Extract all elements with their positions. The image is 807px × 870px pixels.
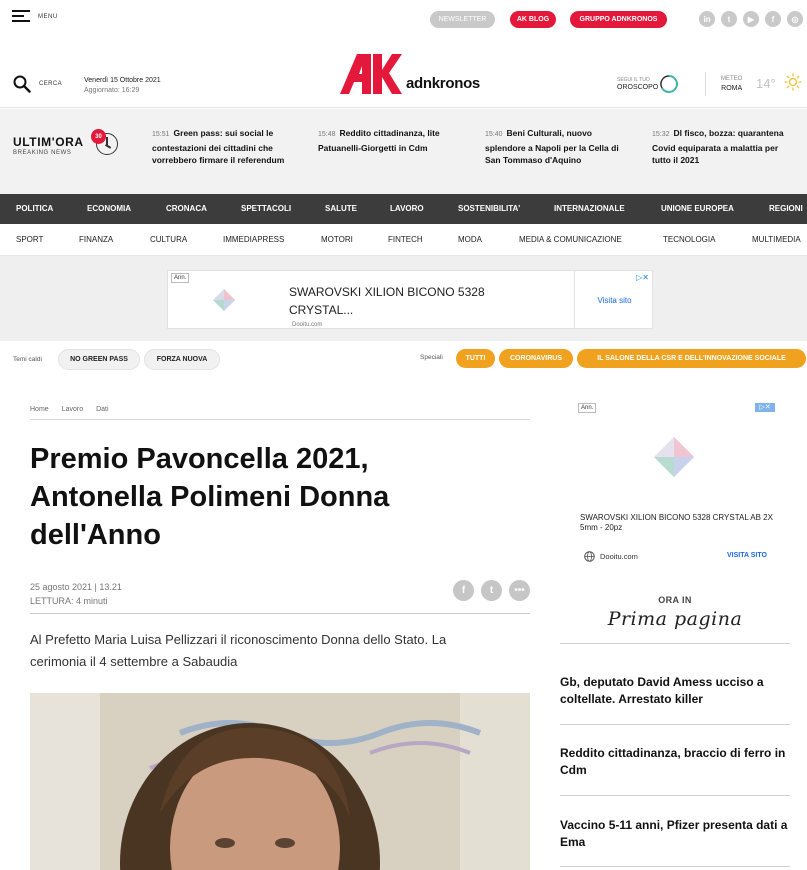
ad-source: Dooitu.com	[292, 322, 323, 328]
nav-politica[interactable]: POLITICA	[16, 204, 54, 213]
breadcrumb-home[interactable]: Home	[30, 406, 49, 413]
nav-multimedia[interactable]: MULTIMEDIA	[752, 235, 801, 244]
hamburger-icon	[12, 10, 30, 23]
last-updated: Aggiornato: 16:29	[84, 87, 140, 94]
twitter-icon[interactable]: t	[721, 11, 737, 27]
nav-economia[interactable]: ECONOMIA	[87, 204, 131, 213]
nav-media-comunicazione[interactable]: MEDIA & COMUNICAZIONE	[519, 235, 622, 244]
article-photo	[30, 693, 530, 870]
social-links	[699, 11, 803, 27]
search-button[interactable]	[13, 75, 62, 93]
photo-illustration	[30, 693, 530, 870]
sidebar-divider	[560, 866, 790, 867]
breadcrumb	[30, 406, 109, 413]
ak-logo-icon	[340, 54, 402, 94]
instagram-icon[interactable]: ◎	[787, 11, 803, 27]
sidebar-divider	[560, 643, 790, 644]
article-date: 25 agosto 2021 | 13.21	[30, 582, 122, 592]
search-label: CERCA	[39, 81, 63, 87]
news-time: 15:48	[318, 131, 336, 138]
horoscope-icon	[660, 75, 678, 93]
prima-pagina-heading: Prima pagina	[607, 608, 743, 630]
article-subtitle: Al Prefetto Maria Luisa Pellizzari il riconoscimento Donna dello Stato. La cerimonia il 4 settembre a Sabaudia	[30, 632, 447, 669]
nav-immediapress[interactable]: IMMEDIAPRESS	[223, 235, 285, 244]
breaking-news-bar	[0, 109, 807, 194]
sidebar-divider	[560, 795, 790, 796]
horoscope-label: OROSCOPO	[617, 84, 659, 91]
hot-topics-label: Temi caldi	[13, 356, 42, 363]
ad-band	[0, 256, 807, 341]
nav-spettacoli[interactable]: SPETTACOLI	[241, 204, 292, 213]
ad-close-icon[interactable]: ▷✕	[636, 273, 649, 282]
twitter-share-icon[interactable]: t	[481, 580, 502, 601]
nav-finanza[interactable]: FINANZA	[79, 235, 114, 244]
globe-icon	[584, 551, 595, 562]
special-tutti[interactable]: TUTTI	[456, 349, 495, 368]
sidebar-ad-label: Ann.	[578, 403, 596, 413]
more-share-icon[interactable]: •••	[509, 580, 530, 601]
ak-blog-button[interactable]: AK BLOG	[510, 11, 556, 28]
news-time: 15:51	[152, 131, 170, 138]
article-meta	[30, 580, 122, 608]
ultimora-count-badge: 30	[91, 129, 106, 144]
facebook-icon[interactable]: f	[765, 11, 781, 27]
adnkronos-logo[interactable]	[340, 54, 480, 94]
ad-visit-button[interactable]: Visita sito	[574, 271, 653, 329]
nav-sport[interactable]: SPORT	[16, 235, 44, 244]
sidebar-crystal-image	[650, 433, 698, 481]
news-headline: Green pass: sui social le contestazioni dei cittadini che vorrebbero firmare il referendum	[152, 128, 285, 165]
nav-motori[interactable]: MOTORI	[321, 235, 353, 244]
news-headline: Beni Culturali, nuovo splendore a Napoli per la Cella di San Tommaso d'Aquino	[485, 128, 619, 165]
gruppo-adnkronos-button[interactable]: GRUPPO ADNKRONOS	[570, 11, 667, 28]
sidebar-ad-source	[584, 551, 638, 562]
breadcrumb-lavoro[interactable]: Lavoro	[61, 406, 84, 413]
meteo-label: METEO	[721, 76, 743, 82]
sidebar-ad-visit-button[interactable]: VISITA SITO	[727, 552, 767, 559]
weather-widget[interactable]	[721, 75, 742, 93]
linkedin-icon[interactable]: in	[699, 11, 715, 27]
special-coronavirus[interactable]: CORONAVIRUS	[499, 349, 573, 368]
site-header	[0, 40, 807, 108]
specials-label: Speciali	[420, 354, 443, 361]
breadcrumb-divider	[30, 419, 530, 420]
sidebar-ad[interactable]	[578, 403, 777, 568]
sidebar-news-item[interactable]: Reddito cittadinanza, braccio di ferro in Cdm	[560, 746, 786, 777]
youtube-icon[interactable]: ▶	[743, 11, 759, 27]
sidebar-divider	[560, 724, 790, 725]
news-headline: Dl fisco, bozza: quarantena Covid equiparata a malattia per tutto il 2021	[652, 128, 784, 165]
nav-lavoro[interactable]: LAVORO	[390, 204, 424, 213]
ad-title: SWAROVSKI XILION BICONO 5328 CRYSTAL...	[289, 285, 485, 317]
sidebar-ad-close-icon[interactable]: ▷✕	[755, 403, 775, 412]
sun-icon	[784, 73, 802, 91]
news-headline: Reddito cittadinanza, lite Patuanelli-Giorgetti in Cdm	[318, 128, 440, 153]
meteo-city: ROMA	[721, 85, 743, 92]
breaking-news-item[interactable]	[485, 127, 630, 167]
search-icon	[13, 75, 31, 93]
facebook-share-icon[interactable]: f	[453, 580, 474, 601]
sidebar-ad-source-text: Dooitu.com	[600, 552, 638, 561]
tag-no-green-pass[interactable]: NO GREEN PASS	[58, 349, 140, 370]
crystal-image	[211, 287, 237, 313]
nav-cultura[interactable]: CULTURA	[150, 235, 188, 244]
nav-salute[interactable]: SALUTE	[325, 204, 357, 213]
nav-moda[interactable]: MODA	[458, 235, 482, 244]
nav-internazionale[interactable]: INTERNAZIONALE	[554, 204, 625, 213]
nav-fintech[interactable]: FINTECH	[388, 235, 423, 244]
nav-unione-europea[interactable]: UNIONE EUROPEA	[661, 204, 734, 213]
header-divider	[705, 72, 706, 96]
sidebar-news-item[interactable]: Vaccino 5-11 anni, Pfizer presenta dati a Ema	[560, 818, 788, 849]
nav-tecnologia[interactable]: TECNOLOGIA	[663, 235, 716, 244]
primary-nav	[0, 194, 807, 224]
tag-forza-nuova[interactable]: FORZA NUOVA	[144, 349, 220, 370]
secondary-nav	[0, 224, 807, 256]
hot-topics-bar	[0, 347, 807, 373]
ultimora-heading: ULTIM'ORA	[13, 135, 84, 149]
top-bar	[0, 0, 807, 40]
special-salone-csr[interactable]: IL SALONE DELLA CSR E DELL'INNOVAZIONE SOCIALE	[577, 349, 806, 368]
ad-banner[interactable]	[167, 270, 653, 329]
nav-sostenibilita[interactable]: SOSTENIBILITA'	[458, 204, 521, 213]
temperature: 14°	[756, 76, 776, 91]
ad-label: Ann.	[171, 273, 189, 283]
breaking-news-item[interactable]	[318, 127, 468, 154]
nav-regioni[interactable]: REGIONI	[769, 204, 803, 213]
breaking-news-item[interactable]	[152, 127, 302, 167]
reading-time: LETTURA: 4 minuti	[30, 596, 108, 606]
meta-divider	[30, 613, 530, 614]
news-time: 15:32	[652, 131, 670, 138]
horoscope-small-label: SEGUI IL TUO	[617, 77, 650, 83]
news-time: 15:40	[485, 131, 503, 138]
sidebar-news-item[interactable]: Gb, deputato David Amess ucciso a coltellate. Arrestato killer	[560, 675, 764, 706]
breadcrumb-dati[interactable]: Dati	[96, 406, 109, 413]
newsletter-button[interactable]: NEWSLETTER	[430, 11, 495, 28]
menu-button[interactable]	[12, 10, 58, 23]
ultimora-title[interactable]	[13, 135, 84, 156]
breaking-news-item[interactable]	[652, 127, 792, 167]
article-title: Premio Pavoncella 2021, Antonella Polimeni Donna dell'Anno	[30, 443, 390, 551]
sidebar-ad-title: SWAROVSKI XILION BICONO 5328 CRYSTAL AB 2X 5mm - 20pz	[580, 513, 773, 532]
menu-label: MENU	[38, 13, 58, 20]
share-buttons	[453, 580, 530, 601]
current-date: Venerdì 15 Ottobre 2021	[84, 77, 161, 84]
logo-wordmark: adnkronos	[406, 75, 480, 92]
date-info	[84, 76, 161, 96]
horoscope-link[interactable]	[617, 76, 658, 92]
nav-cronaca[interactable]: CRONACA	[166, 204, 207, 213]
ora-in-label: ORA IN	[658, 595, 692, 605]
ultimora-subheading: BREAKING NEWS	[13, 150, 72, 156]
